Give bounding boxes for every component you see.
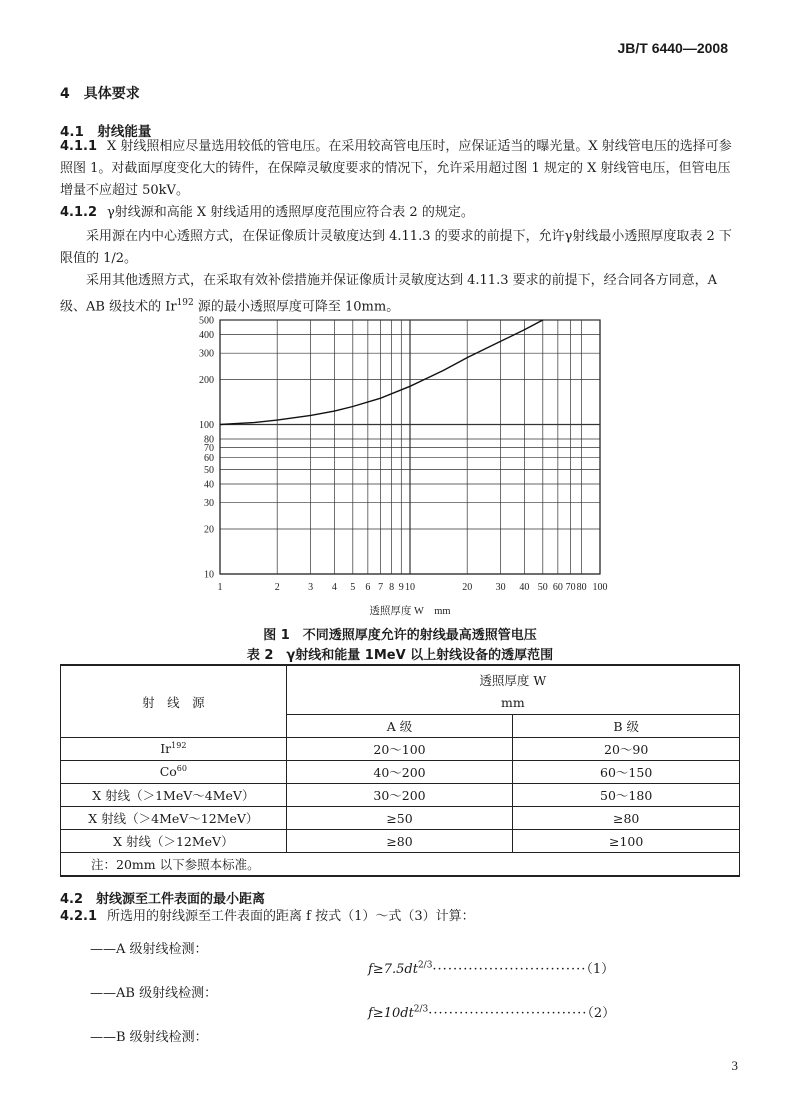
x-tick-label: 80	[576, 582, 587, 593]
table-row	[61, 761, 740, 784]
source-cell: X 射线（＞12MeV）	[61, 830, 287, 853]
x-tick-label: 40	[519, 582, 530, 593]
voltage-thickness-chart	[180, 312, 620, 622]
grade-a-cell: ≥80	[286, 830, 513, 853]
equation-number: （1）	[586, 962, 615, 977]
x-axis-label: 透照厚度 W mm	[369, 606, 451, 617]
range-table	[60, 664, 740, 877]
grade-a-cell: 40～200	[286, 761, 513, 784]
page-number: 3	[731, 1058, 738, 1073]
figure-1-caption: 图 1 不同透照厚度允许的射线最高透照管电压	[263, 628, 537, 643]
paragraph-4-2-1	[60, 906, 740, 928]
formula-text: f≥10dt	[368, 1006, 414, 1021]
voltage-curve	[220, 320, 543, 425]
isotope-superscript: 192	[176, 298, 194, 308]
source-cell: Co$^{60}$	[61, 761, 287, 784]
formula-2: $f\ge 10dt^{2/3}\cdot\cdot\cdot\cdot\cdot\cdot\cdot\cdot\cdot\cdot\cdot\cdot\cdot\cdot\cdot\cdot\cdot\cdot\cdot\cdot\cdot\cdot\cdot\cdot\cdot\cdot\cdot\cdot\cdot\cdot\cdot(2)$	[368, 1004, 616, 1021]
x-tick-label: 60	[552, 582, 563, 593]
y-tick-label: 10	[204, 569, 214, 581]
grade-b-cell: 50～180	[513, 784, 740, 807]
x-tick-label: 20	[462, 582, 473, 593]
y-tick-label: 300	[199, 348, 214, 360]
y-tick-label: 80	[204, 434, 214, 446]
y-tick-label: 400	[199, 329, 214, 341]
table-row	[61, 738, 740, 761]
header-grade-b: B 级	[513, 715, 740, 738]
x-tick-label: 6	[365, 582, 371, 593]
grade-a-cell: ≥50	[286, 807, 513, 830]
grade-b-cell: ≥80	[513, 807, 740, 830]
table-row	[61, 784, 740, 807]
x-tick-label: 7	[378, 582, 384, 593]
y-tick-label: 500	[199, 315, 214, 327]
grade-a-cell: 20～100	[286, 738, 513, 761]
y-tick-label: 100	[199, 419, 214, 431]
table-row	[61, 807, 740, 830]
chart-series	[220, 320, 543, 425]
x-tick-label: 9	[398, 582, 404, 593]
item-b-label: ——B 级射线检测：	[90, 1030, 208, 1045]
x-tick-label: 1	[217, 582, 223, 593]
paragraph-text: 所选用的射线源至工件表面的距离 f 按式（1）～式（3）计算：	[107, 909, 475, 924]
y-tick-label: 200	[199, 374, 214, 386]
chart-grid	[220, 320, 600, 574]
y-tick-label: 20	[204, 524, 214, 536]
formula-exponent: 2/3	[417, 960, 433, 971]
x-tick-label: 2	[274, 582, 280, 593]
item-a-label: ——A 级射线检测：	[90, 942, 208, 957]
paragraph-4-1-2-a: 采用源在内中心透照方式，在保证像质计灵敏度达到 4.11.3 的要求的前提下，允许γ射线最小透照厚度取表 2 下限值的 1/2。	[60, 229, 732, 266]
x-tick-label: 30	[495, 582, 506, 593]
header-grade-a: A 级	[286, 715, 513, 738]
table-2-caption: 表 2 γ射线和能量 1MeV 以上射线设备的透厚范围	[246, 648, 554, 663]
y-tick-label: 60	[204, 453, 214, 465]
source-cell: Ir$^{192}$	[61, 738, 287, 761]
header-source: 射 线 源	[61, 665, 287, 738]
standard-code: JB/T 6440—2008	[617, 40, 728, 56]
paragraph-4-1-2	[60, 202, 740, 224]
formula-text: f≥7.5dt	[368, 962, 418, 977]
table-note: 注：20mm 以下参照本标准。	[61, 853, 740, 877]
source-cell: X 射线（＞4MeV～12MeV）	[61, 807, 287, 830]
source-cell: X 射线（＞1MeV～4MeV）	[61, 784, 287, 807]
formula-exponent: 2/3	[413, 1004, 429, 1015]
section-4-1-title: 4.1 射线能量	[60, 124, 152, 140]
x-tick-label: 3	[308, 582, 314, 593]
y-tick-label: 30	[204, 498, 214, 510]
formula-1: $f\ge 7.5dt^{2/3}\cdot\cdot\cdot\cdot\cdot\cdot\cdot\cdot\cdot\cdot\cdot\cdot\cdot\cdot\cdot\cdot\cdot\cdot\cdot\cdot\cdot\cdot\cdot\cdot\cdot\cdot\cdot\cdot\cdot\cdot(1)$	[368, 960, 615, 977]
paragraph-text: 采用其他透照方式，在采取有效补偿措施并保证像质计灵敏度达到 4.11.3 要求的前提下，经合同各方同意，A 级、AB 级技术的 Ir	[60, 273, 718, 315]
section-4-title: 4 具体要求	[60, 86, 140, 102]
grade-b-cell: ≥100	[513, 830, 740, 853]
grade-b-cell: 60～150	[513, 761, 740, 784]
x-tick-label: 50	[537, 582, 548, 593]
y-tick-label: 40	[204, 479, 214, 491]
x-tick-label: 70	[565, 582, 576, 593]
x-tick-label: 8	[389, 582, 395, 593]
y-tick-label: 50	[204, 465, 214, 477]
clause-number: 4.2.1	[60, 909, 98, 924]
clause-number: 4.1.2	[60, 205, 98, 220]
y-tick-labels	[199, 316, 214, 581]
equation-number: （2）	[587, 1006, 616, 1021]
x-tick-label: 5	[350, 582, 356, 593]
x-tick-label: 10	[405, 582, 415, 593]
x-tick-labels	[218, 582, 608, 593]
section-4-2-title: 4.2 射线源至工件表面的最小距离	[60, 892, 266, 907]
grade-b-cell: 20～90	[513, 738, 740, 761]
x-tick-label: 4	[331, 582, 337, 593]
paragraph-text: 源的最小透照厚度可降至 10mm。	[193, 299, 400, 315]
clause-number: 4.1.1	[60, 139, 98, 154]
paragraph-text: γ射线源和高能 X 射线适用的透照厚度范围应符合表 2 的规定。	[107, 205, 474, 220]
y-tick-label: 70	[204, 443, 214, 455]
table-row	[61, 830, 740, 853]
item-ab-label: ——AB 级射线检测：	[90, 986, 218, 1001]
header-thickness	[286, 665, 739, 715]
x-tick-label: 100	[592, 582, 608, 593]
paragraph-4-1-1	[60, 136, 740, 202]
paragraph-text: X 射线照相应尽量选用较低的管电压。在采用较高管电压时，应保证适当的曝光量。X 射线管电压的选择可参照图 1。对截面厚度变化大的铸件，在保障灵敏度要求的情况下，允许采用超过图 1 规定的 X 射线管电压，但管电压增量不应超过 50kV。	[60, 139, 732, 198]
header-thickness-unit: mm	[500, 694, 525, 710]
grade-a-cell: 30～200	[286, 784, 513, 807]
header-thickness-label: 透照厚度 W	[479, 672, 547, 688]
